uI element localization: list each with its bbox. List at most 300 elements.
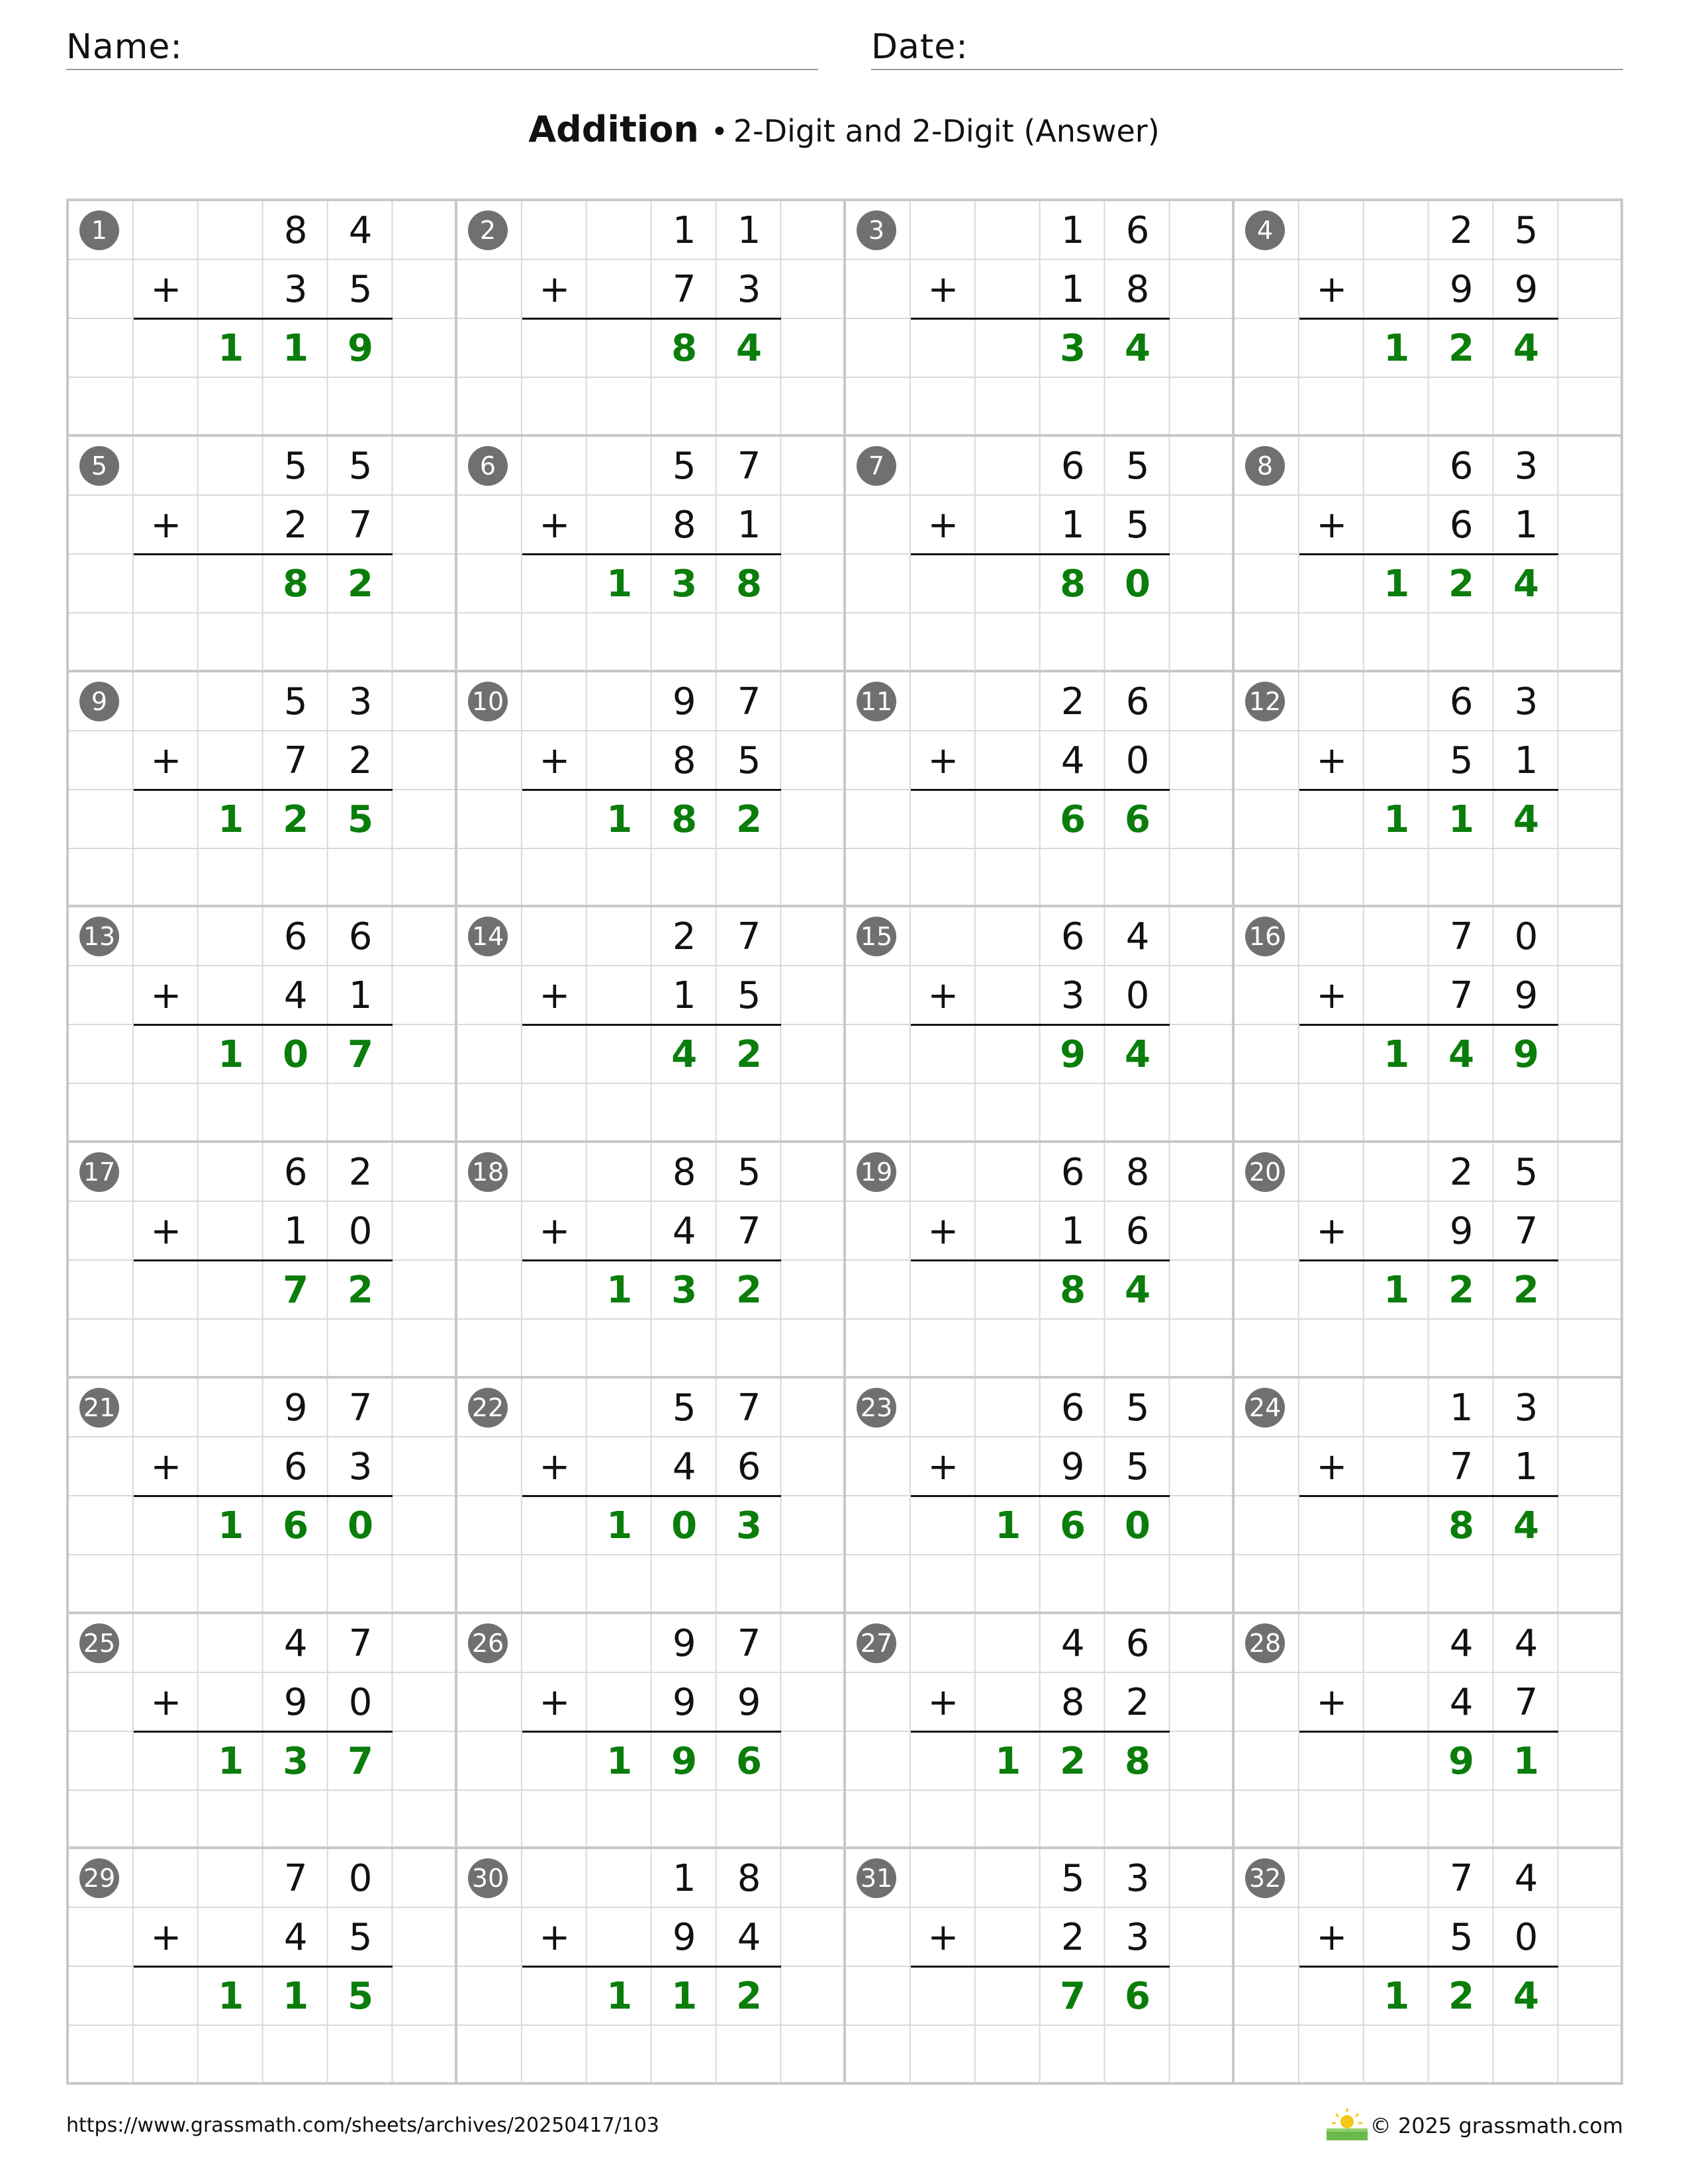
addend-top-ones: 3 bbox=[1125, 1857, 1150, 1901]
addend-bottom-ones: 2 bbox=[348, 739, 373, 782]
answer-hundreds: 1 bbox=[606, 1504, 633, 1547]
addend-bottom-tens: 1 bbox=[283, 1210, 308, 1253]
problem-number-badge: 8 bbox=[1245, 446, 1285, 486]
addend-top-ones: 8 bbox=[737, 1857, 761, 1901]
problem-number-badge: 29 bbox=[79, 1858, 119, 1898]
addend-bottom-ones: 7 bbox=[737, 1210, 761, 1253]
addend-top-ones: 0 bbox=[348, 1857, 373, 1901]
answer-ones: 6 bbox=[736, 1739, 763, 1783]
answer-tens: 9 bbox=[671, 1739, 698, 1783]
problem-30 bbox=[457, 1849, 846, 2085]
addend-top-ones: 7 bbox=[737, 1621, 761, 1665]
answer-hundreds: 1 bbox=[1383, 327, 1410, 370]
addend-top-ones: 1 bbox=[737, 209, 761, 252]
answer-tens: 9 bbox=[1448, 1739, 1475, 1783]
addend-bottom-ones: 6 bbox=[737, 1445, 761, 1488]
answer-hundreds: 1 bbox=[218, 1504, 244, 1547]
addend-top-tens: 7 bbox=[1449, 1857, 1474, 1901]
plus-sign: + bbox=[927, 1680, 959, 1724]
plus-sign: + bbox=[1316, 503, 1348, 547]
answer-hundreds: 1 bbox=[218, 1975, 244, 2019]
problem-number-badge: 32 bbox=[1245, 1858, 1285, 1898]
addend-bottom-ones: 2 bbox=[1125, 1680, 1150, 1724]
title-separator: • bbox=[710, 115, 728, 149]
addend-bottom-ones: 5 bbox=[348, 268, 373, 311]
name-label: Name: bbox=[66, 27, 183, 67]
problem-number-badge: 28 bbox=[1245, 1623, 1285, 1663]
problem-number-badge: 1 bbox=[79, 210, 119, 250]
answer-tens: 4 bbox=[671, 1033, 698, 1077]
plus-sign: + bbox=[150, 974, 182, 1018]
problem-number-badge: 9 bbox=[79, 682, 119, 721]
problem-24 bbox=[1235, 1379, 1623, 1614]
answer-tens: 6 bbox=[283, 1504, 309, 1547]
answer-hundreds: 1 bbox=[218, 1739, 244, 1783]
addend-bottom-ones: 5 bbox=[1125, 1445, 1150, 1488]
addend-bottom-ones: 1 bbox=[1514, 1445, 1538, 1488]
addend-top-ones: 4 bbox=[1514, 1857, 1538, 1901]
addend-bottom-ones: 1 bbox=[1514, 503, 1538, 547]
answer-tens: 3 bbox=[671, 1269, 698, 1312]
plus-sign: + bbox=[539, 1916, 571, 1960]
answer-hundreds bbox=[976, 1967, 1041, 2026]
answer-hundreds: 1 bbox=[995, 1739, 1021, 1783]
answer-hundreds bbox=[199, 555, 263, 614]
addend-top-tens: 6 bbox=[283, 915, 308, 959]
answer-tens: 1 bbox=[1448, 797, 1475, 841]
problem-13 bbox=[69, 907, 457, 1143]
answer-tens: 2 bbox=[1448, 1975, 1475, 2019]
addend-top-tens: 1 bbox=[1060, 209, 1085, 252]
addend-bottom-tens: 6 bbox=[1449, 503, 1474, 547]
addend-bottom-ones: 4 bbox=[737, 1916, 761, 1960]
addend-top-tens: 5 bbox=[1060, 1857, 1085, 1901]
addend-bottom-tens: 9 bbox=[672, 1916, 696, 1960]
problem-11 bbox=[846, 672, 1235, 908]
answer-ones: 4 bbox=[1125, 1033, 1151, 1077]
addend-top-tens: 5 bbox=[672, 1386, 696, 1430]
addend-top-tens: 7 bbox=[283, 1857, 308, 1901]
addend-bottom-tens: 7 bbox=[1449, 1445, 1474, 1488]
problem-number-badge: 30 bbox=[468, 1858, 508, 1898]
plus-sign: + bbox=[927, 268, 959, 311]
problem-number-badge: 20 bbox=[1245, 1152, 1285, 1192]
addend-bottom-ones: 1 bbox=[737, 503, 761, 547]
problem-4 bbox=[1235, 201, 1623, 437]
addend-bottom-ones: 0 bbox=[348, 1680, 373, 1724]
addend-top-ones: 7 bbox=[737, 680, 761, 723]
problem-number-badge: 24 bbox=[1245, 1388, 1285, 1428]
answer-tens: 1 bbox=[283, 327, 309, 370]
addend-bottom-ones: 1 bbox=[348, 974, 373, 1018]
plus-sign: + bbox=[1316, 268, 1348, 311]
answer-ones: 0 bbox=[1125, 562, 1151, 606]
answer-ones: 7 bbox=[348, 1739, 374, 1783]
addend-top-ones: 7 bbox=[737, 444, 761, 488]
addend-top-tens: 9 bbox=[672, 680, 696, 723]
addend-top-ones: 5 bbox=[1125, 1386, 1150, 1430]
answer-ones: 2 bbox=[1513, 1269, 1540, 1312]
answer-tens: 6 bbox=[1060, 1504, 1086, 1547]
problem-26 bbox=[457, 1614, 846, 1850]
problem-16 bbox=[1235, 907, 1623, 1143]
answer-hundreds bbox=[587, 1025, 652, 1084]
problem-number-badge: 21 bbox=[79, 1388, 119, 1428]
addend-top-tens: 1 bbox=[672, 209, 696, 252]
answer-hundreds: 1 bbox=[218, 327, 244, 370]
answer-hundreds bbox=[199, 1261, 263, 1320]
plus-sign: + bbox=[927, 739, 959, 782]
problem-32 bbox=[1235, 1849, 1623, 2085]
plus-sign: + bbox=[150, 1445, 182, 1488]
addend-top-ones: 3 bbox=[1514, 1386, 1538, 1430]
addend-bottom-tens: 8 bbox=[672, 739, 696, 782]
addend-top-tens: 6 bbox=[1060, 1151, 1085, 1194]
answer-hundreds: 1 bbox=[606, 1269, 633, 1312]
problem-number-badge: 19 bbox=[857, 1152, 896, 1192]
problem-6 bbox=[457, 437, 846, 672]
addend-bottom-tens: 1 bbox=[1060, 503, 1085, 547]
addend-bottom-tens: 4 bbox=[672, 1210, 696, 1253]
addend-bottom-ones: 7 bbox=[1514, 1210, 1538, 1253]
answer-ones: 2 bbox=[736, 1975, 763, 2019]
problem-19 bbox=[846, 1143, 1235, 1379]
problem-17 bbox=[69, 1143, 457, 1379]
addend-top-ones: 3 bbox=[1514, 680, 1538, 723]
answer-hundreds: 1 bbox=[995, 1504, 1021, 1547]
addend-bottom-ones: 9 bbox=[1514, 974, 1538, 1018]
addend-bottom-ones: 3 bbox=[737, 268, 761, 311]
addend-bottom-ones: 9 bbox=[737, 1680, 761, 1724]
addend-bottom-ones: 3 bbox=[348, 1445, 373, 1488]
answer-tens: 0 bbox=[283, 1033, 309, 1077]
answer-tens: 1 bbox=[283, 1975, 309, 2019]
answer-tens: 9 bbox=[1060, 1033, 1086, 1077]
plus-sign: + bbox=[539, 1210, 571, 1253]
problem-number-badge: 10 bbox=[468, 682, 508, 721]
addend-top-ones: 8 bbox=[1125, 1151, 1150, 1194]
plus-sign: + bbox=[150, 739, 182, 782]
answer-ones: 4 bbox=[1513, 797, 1540, 841]
addend-bottom-tens: 5 bbox=[1449, 739, 1474, 782]
plus-sign: + bbox=[150, 1210, 182, 1253]
addend-bottom-ones: 7 bbox=[348, 503, 373, 547]
problem-22 bbox=[457, 1379, 846, 1614]
addend-bottom-ones: 6 bbox=[1125, 1210, 1150, 1253]
addend-top-ones: 7 bbox=[348, 1621, 373, 1665]
addend-top-ones: 6 bbox=[348, 915, 373, 959]
addend-bottom-ones: 3 bbox=[1125, 1916, 1150, 1960]
addend-bottom-tens: 4 bbox=[1060, 739, 1085, 782]
answer-ones: 2 bbox=[736, 797, 763, 841]
problem-5 bbox=[69, 437, 457, 672]
answer-ones: 5 bbox=[348, 1975, 374, 2019]
sun-over-grass-icon bbox=[1324, 2106, 1370, 2143]
answer-ones: 9 bbox=[348, 327, 374, 370]
addend-top-ones: 4 bbox=[1514, 1621, 1538, 1665]
answer-tens: 2 bbox=[1448, 1269, 1475, 1312]
addend-bottom-tens: 7 bbox=[672, 268, 696, 311]
addend-top-tens: 1 bbox=[672, 1857, 696, 1901]
addend-bottom-ones: 0 bbox=[348, 1210, 373, 1253]
addend-top-ones: 2 bbox=[348, 1151, 373, 1194]
problem-28 bbox=[1235, 1614, 1623, 1850]
answer-ones: 2 bbox=[348, 1269, 374, 1312]
problem-12 bbox=[1235, 672, 1623, 908]
answer-ones: 7 bbox=[348, 1033, 374, 1077]
plus-sign: + bbox=[1316, 1210, 1348, 1253]
problem-number-badge: 3 bbox=[857, 210, 896, 250]
plus-sign: + bbox=[1316, 1445, 1348, 1488]
addend-bottom-ones: 0 bbox=[1125, 739, 1150, 782]
addend-top-tens: 6 bbox=[1449, 444, 1474, 488]
problem-27 bbox=[846, 1614, 1235, 1850]
addend-top-tens: 8 bbox=[283, 209, 308, 252]
footer-url: https://www.grassmath.com/sheets/archives/20250417/103 bbox=[66, 2114, 660, 2137]
plus-sign: + bbox=[1316, 1916, 1348, 1960]
addend-bottom-tens: 9 bbox=[672, 1680, 696, 1724]
addend-top-ones: 3 bbox=[1514, 444, 1538, 488]
addend-top-tens: 4 bbox=[1449, 1621, 1474, 1665]
answer-ones: 8 bbox=[736, 562, 763, 606]
answer-hundreds: 1 bbox=[606, 1975, 633, 2019]
date-label: Date: bbox=[871, 27, 968, 67]
addend-bottom-tens: 8 bbox=[672, 503, 696, 547]
problem-number-badge: 11 bbox=[857, 682, 896, 721]
answer-tens: 2 bbox=[1448, 327, 1475, 370]
addend-bottom-tens: 1 bbox=[672, 974, 696, 1018]
answer-hundreds bbox=[1364, 1732, 1429, 1791]
problem-14 bbox=[457, 907, 846, 1143]
problem-7 bbox=[846, 437, 1235, 672]
problem-15 bbox=[846, 907, 1235, 1143]
addend-top-ones: 4 bbox=[1125, 915, 1150, 959]
addend-top-tens: 5 bbox=[283, 680, 308, 723]
addend-top-ones: 7 bbox=[737, 1386, 761, 1430]
plus-sign: + bbox=[927, 1210, 959, 1253]
addend-top-ones: 5 bbox=[348, 444, 373, 488]
problem-25 bbox=[69, 1614, 457, 1850]
answer-hundreds: 1 bbox=[218, 797, 244, 841]
problem-number-badge: 2 bbox=[468, 210, 508, 250]
title-main: Addition bbox=[528, 109, 699, 150]
answer-hundreds: 1 bbox=[1383, 1975, 1410, 2019]
addend-top-ones: 5 bbox=[1514, 209, 1538, 252]
addend-top-ones: 5 bbox=[1514, 1151, 1538, 1194]
addend-bottom-tens: 9 bbox=[1449, 1210, 1474, 1253]
addend-bottom-tens: 2 bbox=[283, 503, 308, 547]
answer-ones: 6 bbox=[1125, 1975, 1151, 2019]
answer-tens: 2 bbox=[1448, 562, 1475, 606]
addend-bottom-ones: 8 bbox=[1125, 268, 1150, 311]
addend-bottom-tens: 3 bbox=[1060, 974, 1085, 1018]
addend-bottom-tens: 9 bbox=[1060, 1445, 1085, 1488]
addend-top-tens: 5 bbox=[283, 444, 308, 488]
addend-bottom-tens: 7 bbox=[283, 739, 308, 782]
problem-31 bbox=[846, 1849, 1235, 2085]
footer-copyright: © 2025 grassmath.com bbox=[1370, 2113, 1623, 2138]
answer-ones: 4 bbox=[1125, 327, 1151, 370]
answer-hundreds: 1 bbox=[1383, 1269, 1410, 1312]
addend-top-tens: 6 bbox=[1060, 444, 1085, 488]
answer-hundreds: 1 bbox=[606, 562, 633, 606]
addend-bottom-tens: 3 bbox=[283, 268, 308, 311]
plus-sign: + bbox=[927, 974, 959, 1018]
addend-bottom-ones: 9 bbox=[1514, 268, 1538, 311]
addend-bottom-tens: 1 bbox=[1060, 1210, 1085, 1253]
answer-tens: 4 bbox=[1448, 1033, 1475, 1077]
plus-sign: + bbox=[539, 739, 571, 782]
title-subtitle: 2-Digit and 2-Digit (Answer) bbox=[733, 113, 1160, 149]
plus-sign: + bbox=[539, 974, 571, 1018]
answer-tens: 1 bbox=[671, 1975, 698, 2019]
addend-top-ones: 0 bbox=[1514, 915, 1538, 959]
addend-bottom-tens: 9 bbox=[1449, 268, 1474, 311]
addend-top-tens: 2 bbox=[672, 915, 696, 959]
addend-top-ones: 7 bbox=[348, 1386, 373, 1430]
addend-top-ones: 5 bbox=[1125, 444, 1150, 488]
problem-10 bbox=[457, 672, 846, 908]
addend-bottom-tens: 8 bbox=[1060, 1680, 1085, 1724]
problem-number-badge: 5 bbox=[79, 446, 119, 486]
addend-bottom-ones: 5 bbox=[737, 974, 761, 1018]
addend-top-tens: 2 bbox=[1449, 1151, 1474, 1194]
problem-18 bbox=[457, 1143, 846, 1379]
date-field[interactable] bbox=[871, 25, 1623, 70]
answer-hundreds bbox=[976, 790, 1041, 849]
addend-top-tens: 7 bbox=[1449, 915, 1474, 959]
problem-grid bbox=[66, 199, 1623, 2085]
addend-top-ones: 5 bbox=[737, 1151, 761, 1194]
addend-bottom-tens: 6 bbox=[283, 1445, 308, 1488]
addend-bottom-tens: 1 bbox=[1060, 268, 1085, 311]
plus-sign: + bbox=[150, 1680, 182, 1724]
answer-tens: 8 bbox=[671, 327, 698, 370]
answer-hundreds: 1 bbox=[606, 797, 633, 841]
plus-sign: + bbox=[539, 268, 571, 311]
addend-bottom-ones: 7 bbox=[1514, 1680, 1538, 1724]
addend-top-tens: 4 bbox=[283, 1621, 308, 1665]
addend-bottom-ones: 1 bbox=[1514, 739, 1538, 782]
answer-ones: 4 bbox=[736, 327, 763, 370]
addend-top-tens: 6 bbox=[1060, 915, 1085, 959]
addend-top-ones: 3 bbox=[348, 680, 373, 723]
answer-ones: 4 bbox=[1513, 327, 1540, 370]
answer-tens: 6 bbox=[1060, 797, 1086, 841]
addend-bottom-tens: 4 bbox=[283, 1916, 308, 1960]
answer-tens: 3 bbox=[1060, 327, 1086, 370]
answer-tens: 3 bbox=[671, 562, 698, 606]
answer-tens: 8 bbox=[283, 562, 309, 606]
plus-sign: + bbox=[150, 268, 182, 311]
answer-tens: 0 bbox=[671, 1504, 698, 1547]
answer-ones: 6 bbox=[1125, 797, 1151, 841]
answer-hundreds: 1 bbox=[1383, 797, 1410, 841]
answer-ones: 9 bbox=[1513, 1033, 1540, 1077]
answer-ones: 5 bbox=[348, 797, 374, 841]
addend-bottom-tens: 7 bbox=[1449, 974, 1474, 1018]
answer-ones: 8 bbox=[1125, 1739, 1151, 1783]
addend-top-tens: 9 bbox=[283, 1386, 308, 1430]
answer-ones: 4 bbox=[1513, 1504, 1540, 1547]
addend-bottom-ones: 5 bbox=[737, 739, 761, 782]
addend-top-tens: 4 bbox=[1060, 1621, 1085, 1665]
plus-sign: + bbox=[1316, 1680, 1348, 1724]
addend-bottom-tens: 9 bbox=[283, 1680, 308, 1724]
answer-hundreds: 1 bbox=[606, 1739, 633, 1783]
plus-sign: + bbox=[150, 1916, 182, 1960]
answer-tens: 8 bbox=[1060, 562, 1086, 606]
answer-hundreds bbox=[976, 1025, 1041, 1084]
answer-hundreds: 1 bbox=[218, 1033, 244, 1077]
addend-top-tens: 9 bbox=[672, 1621, 696, 1665]
answer-ones: 0 bbox=[1125, 1504, 1151, 1547]
plus-sign: + bbox=[539, 503, 571, 547]
answer-tens: 7 bbox=[1060, 1975, 1086, 2019]
problem-number-badge: 6 bbox=[468, 446, 508, 486]
addend-top-ones: 4 bbox=[348, 209, 373, 252]
problem-23 bbox=[846, 1379, 1235, 1614]
problem-29 bbox=[69, 1849, 457, 2085]
addend-top-tens: 6 bbox=[283, 1151, 308, 1194]
addend-top-ones: 7 bbox=[737, 915, 761, 959]
addend-bottom-tens: 4 bbox=[672, 1445, 696, 1488]
addend-bottom-ones: 0 bbox=[1125, 974, 1150, 1018]
plus-sign: + bbox=[539, 1445, 571, 1488]
addend-bottom-ones: 0 bbox=[1514, 1916, 1538, 1960]
problem-number-badge: 7 bbox=[857, 446, 896, 486]
plus-sign: + bbox=[927, 503, 959, 547]
answer-ones: 4 bbox=[1125, 1269, 1151, 1312]
problem-number-badge: 27 bbox=[857, 1623, 896, 1663]
answer-tens: 2 bbox=[1060, 1739, 1086, 1783]
answer-ones: 1 bbox=[1513, 1739, 1540, 1783]
addend-bottom-tens: 2 bbox=[1060, 1916, 1085, 1960]
problem-number-badge: 12 bbox=[1245, 682, 1285, 721]
addend-top-tens: 6 bbox=[1060, 1386, 1085, 1430]
problem-20 bbox=[1235, 1143, 1623, 1379]
addend-bottom-ones: 5 bbox=[1125, 503, 1150, 547]
addend-top-tens: 8 bbox=[672, 1151, 696, 1194]
plus-sign: + bbox=[1316, 974, 1348, 1018]
plus-sign: + bbox=[927, 1445, 959, 1488]
answer-hundreds bbox=[976, 1261, 1041, 1320]
name-field[interactable] bbox=[66, 25, 818, 70]
addend-bottom-ones: 5 bbox=[348, 1916, 373, 1960]
answer-ones: 2 bbox=[736, 1033, 763, 1077]
problem-number-badge: 17 bbox=[79, 1152, 119, 1192]
problem-number-badge: 13 bbox=[79, 917, 119, 956]
problem-number-badge: 15 bbox=[857, 917, 896, 956]
problem-8 bbox=[1235, 437, 1623, 672]
answer-ones: 4 bbox=[1513, 1975, 1540, 2019]
answer-tens: 8 bbox=[671, 797, 698, 841]
answer-hundreds: 1 bbox=[1383, 562, 1410, 606]
problem-3 bbox=[846, 201, 1235, 437]
problem-number-badge: 18 bbox=[468, 1152, 508, 1192]
plus-sign: + bbox=[150, 503, 182, 547]
answer-hundreds bbox=[1364, 1496, 1429, 1555]
addend-top-tens: 6 bbox=[1449, 680, 1474, 723]
addend-bottom-tens: 4 bbox=[283, 974, 308, 1018]
answer-hundreds bbox=[976, 555, 1041, 614]
answer-tens: 3 bbox=[283, 1739, 309, 1783]
problem-number-badge: 26 bbox=[468, 1623, 508, 1663]
problem-number-badge: 14 bbox=[468, 917, 508, 956]
problem-9 bbox=[69, 672, 457, 908]
plus-sign: + bbox=[927, 1916, 959, 1960]
worksheet-title bbox=[0, 106, 1688, 162]
